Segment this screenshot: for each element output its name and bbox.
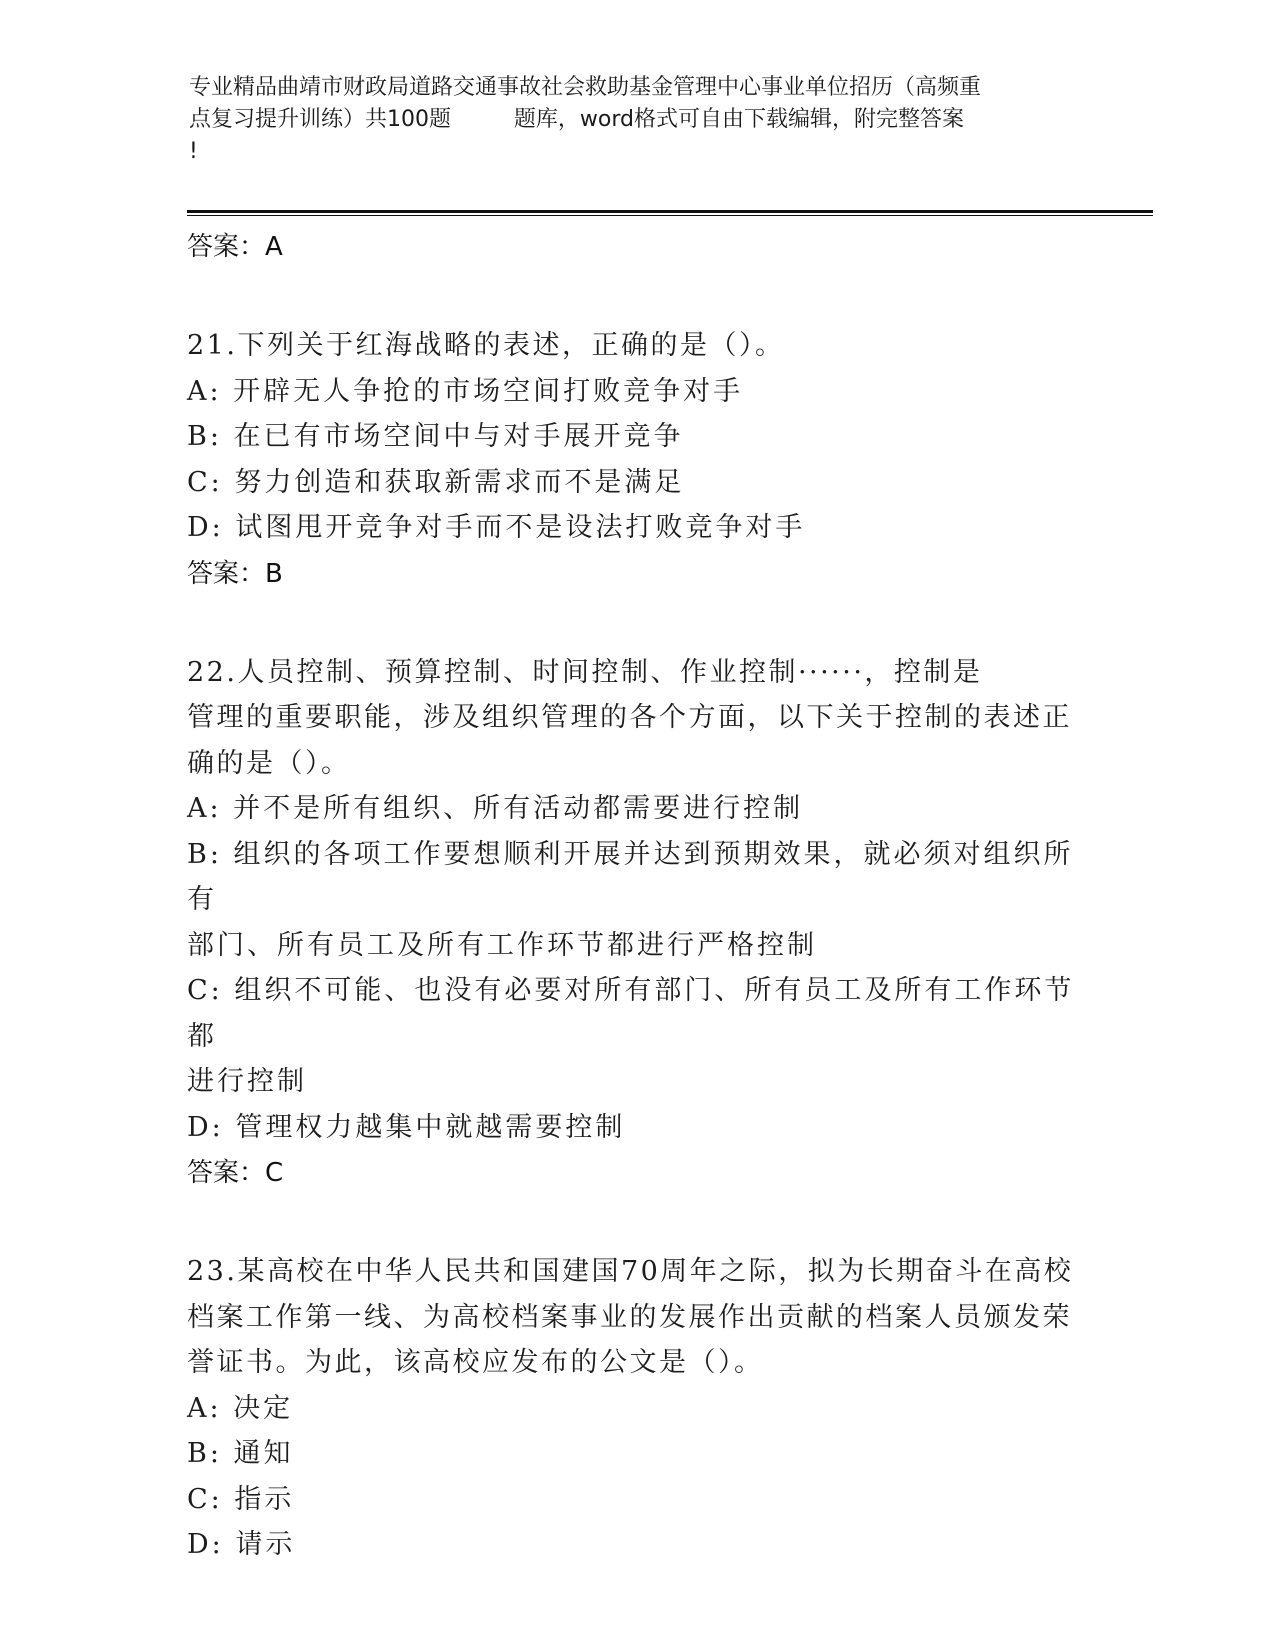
- option-c: C: 努力创造和获取新需求而不是满足: [187, 466, 685, 498]
- document-body: [187, 224, 1087, 1568]
- header-line: 专业精品曲靖市财政局道路交通事故社会救助基金管理中心事业单位招历（高频重: [189, 75, 982, 100]
- document-header: [189, 72, 1089, 168]
- option-b: B: 通知: [187, 1438, 294, 1469]
- question-23: [187, 1249, 1087, 1568]
- question-text: 誉证书。为此，该高校应发布的公文是（）。: [187, 1347, 764, 1378]
- option-b: B: 在已有市场空间中与对手展开竞争: [187, 421, 684, 452]
- question-22: [187, 650, 1087, 1197]
- question-text: 档案工作第一线、为高校档案事业的发展作出贡献的档案人员颁发荣: [187, 1301, 1072, 1333]
- question-text: 管理的重要职能，涉及组织管理的各个方面，以下关于控制的表述正: [187, 702, 1072, 733]
- option-a: A: 开辟无人争抢的市场空间打败竞争对手: [187, 375, 744, 407]
- option-d: D: 试图甩开竞争对手而不是设法打败竞争对手: [187, 512, 806, 543]
- option-c-continued: 进行控制: [187, 1066, 307, 1097]
- option-b: B: 组织的各项工作要想顺利开展并达到预期效果，就必须对组织所有: [187, 838, 1074, 915]
- question-text: 确的是（）。: [187, 747, 351, 779]
- question-21: [187, 323, 1087, 597]
- question-text: 23.某高校在中华人民共和国建国70周年之际，拟为长期奋斗在高校: [187, 1256, 1074, 1287]
- option-a: A: 决定: [187, 1392, 294, 1424]
- question-text: 21.下列关于红海战略的表述，正确的是（）。: [187, 330, 785, 361]
- option-c: C: 组织不可能、也没有必要对所有部门、所有员工及所有工作环节都: [187, 975, 1075, 1052]
- option-a: A: 并不是所有组织、所有活动都需要进行控制: [187, 793, 804, 824]
- option-b-continued: 部门、所有员工及所有工作环节都进行严格控制: [187, 929, 817, 961]
- option-d: D: 请示: [187, 1529, 296, 1560]
- option-d: D: 管理权力越集中就越需要控制: [187, 1111, 626, 1143]
- question-text: 22.人员控制、预算控制、时间控制、作业控制······，控制是: [187, 656, 983, 688]
- answer-line: 答案：B: [187, 558, 283, 589]
- header-divider-thin: [187, 215, 1153, 216]
- answer-line: 答案：A: [187, 232, 283, 262]
- header-line: 点复习提升训练）共100题 题库，word格式可自由下载编辑，附完整答案: [189, 107, 965, 132]
- header-divider-thick: [187, 210, 1153, 213]
- option-c: C: 指示: [187, 1483, 295, 1515]
- answer-line: 答案：C: [187, 1158, 284, 1188]
- header-line: !: [189, 139, 198, 164]
